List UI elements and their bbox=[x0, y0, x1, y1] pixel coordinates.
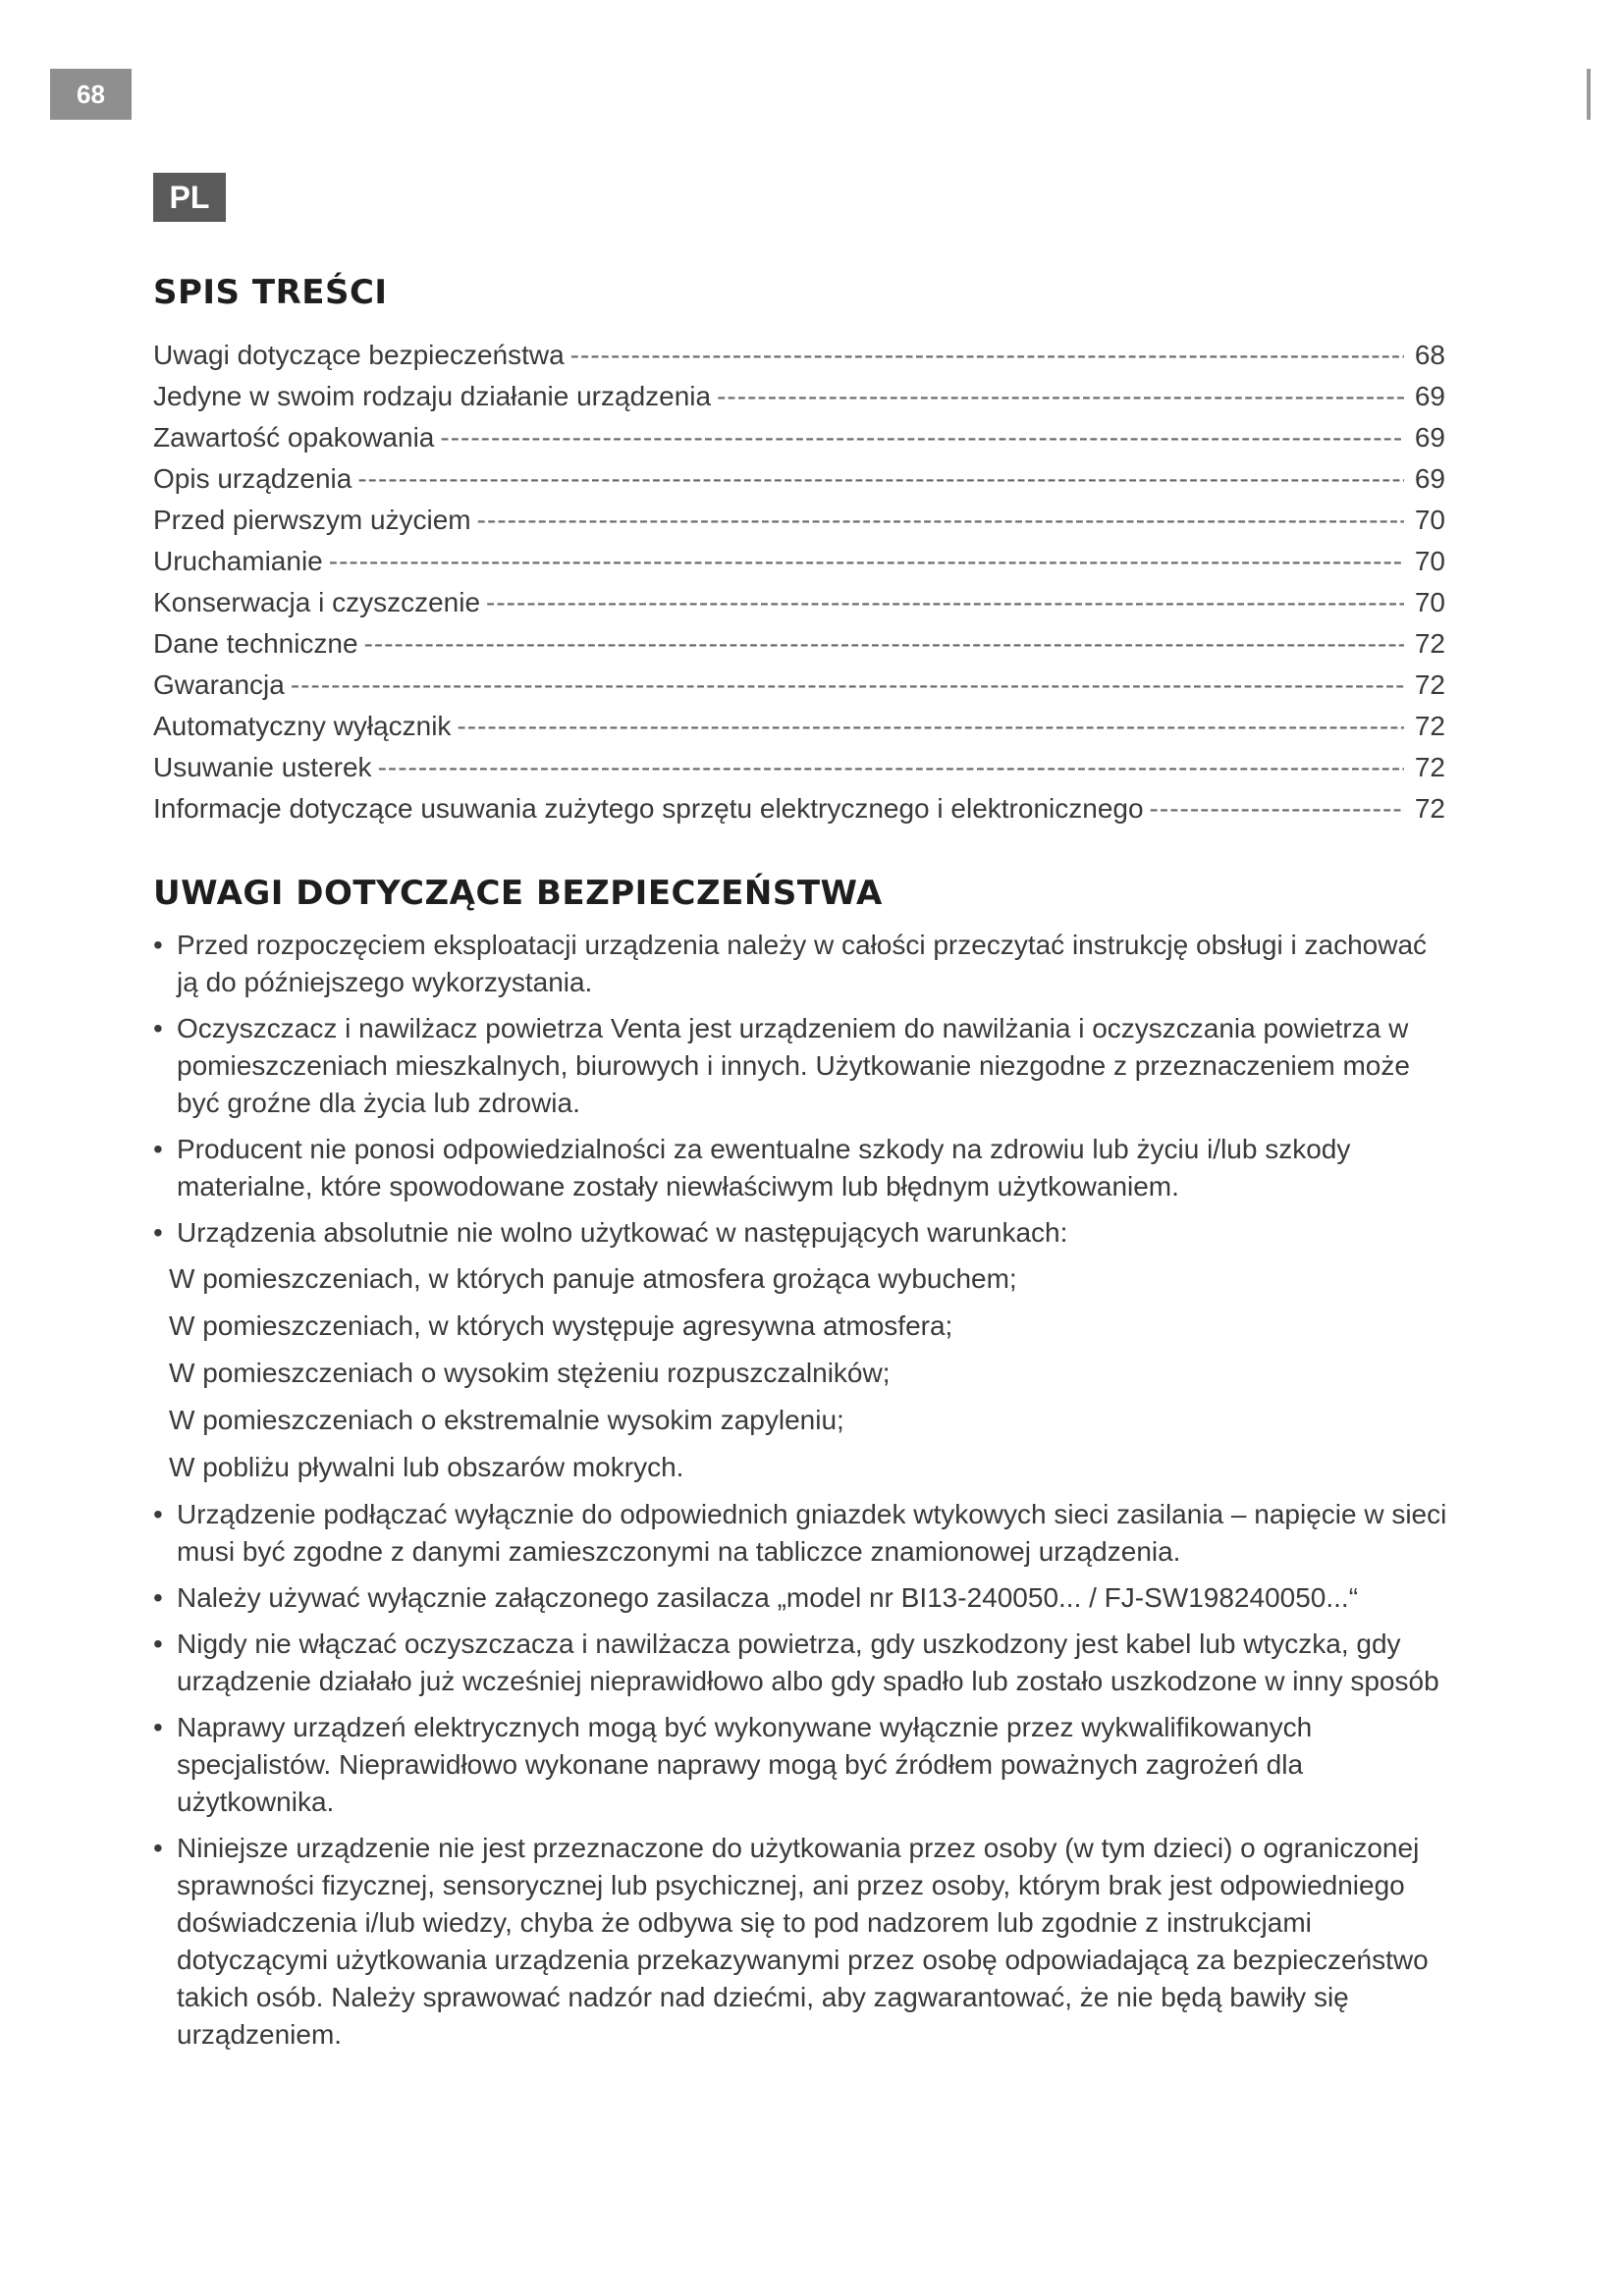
toc-entry[interactable] bbox=[153, 463, 1445, 505]
safety-bullet: • Producent nie ponosi odpowiedzialności za ewentualne szkody na zdrowiu lub życiu i/lub szkody materialne, które spowodowane zostały niewłaściwym lub błędnym użytkowaniem. bbox=[153, 1131, 1449, 1205]
safety-bullet: • Urządzenia absolutnie nie wolno użytkować w następujących warunkach: bbox=[153, 1214, 1449, 1252]
toc-entry-page: 72 bbox=[1414, 711, 1445, 741]
safety-bullet: • Przed rozpoczęciem eksploatacji urządzenia należy w całości przeczytać instrukcję obsługi i zachować ją do późniejszego wykorzystania. bbox=[153, 927, 1449, 1001]
toc-entry-label: Dane techniczne bbox=[153, 628, 358, 659]
toc-leader bbox=[457, 711, 1404, 742]
safety-notes bbox=[153, 927, 1449, 2062]
toc-leader bbox=[440, 422, 1404, 454]
toc-leader bbox=[378, 752, 1404, 783]
toc-leader bbox=[329, 546, 1404, 577]
usage-condition: W pomieszczeniach o wysokim stężeniu rozpuszczalników; bbox=[169, 1358, 891, 1388]
toc-leader bbox=[364, 628, 1404, 660]
toc-entry-page: 69 bbox=[1414, 381, 1445, 411]
toc-entry-page: 70 bbox=[1414, 505, 1445, 535]
toc-entry-page: 70 bbox=[1414, 546, 1445, 576]
toc-entry-label: Uruchamianie bbox=[153, 546, 323, 576]
toc-entry-label: Gwarancja bbox=[153, 669, 285, 700]
language-badge: PL bbox=[153, 173, 226, 222]
toc-entry[interactable] bbox=[153, 381, 1445, 422]
toc-entry[interactable] bbox=[153, 628, 1445, 669]
toc-leader bbox=[717, 381, 1404, 412]
toc-entry[interactable] bbox=[153, 752, 1445, 793]
toc-leader bbox=[1150, 793, 1404, 825]
usage-condition: W pomieszczeniach, w których występuje agresywna atmosfera; bbox=[169, 1310, 953, 1341]
usage-condition: W pomieszczeniach, w których panuje atmosfera grożąca wybuchem; bbox=[169, 1263, 1017, 1294]
toc-title: SPIS TREŚCI bbox=[153, 273, 388, 312]
usage-condition: W pobliżu pływalni lub obszarów mokrych. bbox=[169, 1452, 684, 1482]
toc-entry[interactable] bbox=[153, 340, 1445, 381]
usage-condition: W pomieszczeniach o ekstremalnie wysokim zapyleniu; bbox=[169, 1405, 844, 1435]
toc-entry-label: Usuwanie usterek bbox=[153, 752, 372, 782]
safety-bullet: • Oczyszczacz i nawilżacz powietrza Venta jest urządzeniem do nawilżania i oczyszczania powietrza w pomieszczeniach mieszkalnych, biurowych i innych. Użytkowanie niezgodne z przeznaczeniem może być groźne dla życia lub zdrowia. bbox=[153, 1010, 1449, 1122]
toc-entry-page: 72 bbox=[1414, 669, 1445, 700]
toc-entry-page: 68 bbox=[1414, 340, 1445, 370]
toc-leader bbox=[477, 505, 1404, 536]
toc-entry[interactable] bbox=[153, 793, 1445, 834]
toc-entry-label: Przed pierwszym użyciem bbox=[153, 505, 471, 535]
toc-entry-label: Automatyczny wyłącznik bbox=[153, 711, 452, 741]
toc-entry[interactable] bbox=[153, 711, 1445, 752]
toc-entry-label: Jedyne w swoim rodzaju działanie urządzenia bbox=[153, 381, 712, 411]
safety-section-title: UWAGI DOTYCZĄCE BEZPIECZEŃSTWA bbox=[153, 874, 883, 913]
safety-bullet: • Urządzenie podłączać wyłącznie do odpowiednich gniazdek wtykowych sieci zasilania – napięcie w sieci musi być zgodne z danymi zamieszczonymi na tabliczce znamionowej urządzenia. bbox=[153, 1496, 1449, 1571]
toc-entry[interactable] bbox=[153, 422, 1445, 463]
toc-entry-label: Informacje dotyczące usuwania zużytego sprzętu elektrycznego i elektronicznego bbox=[153, 793, 1144, 824]
page-edge-marker bbox=[1587, 69, 1591, 120]
toc-entry-page: 72 bbox=[1414, 752, 1445, 782]
safety-bullet: • Niniejsze urządzenie nie jest przeznaczone do użytkowania przez osoby (w tym dzieci) o ograniczonej sprawności fizycznej, sensorycznej lub psychicznej, ani przez osoby, którym brak jest odpowiedniego doświadczenia i/lub wiedzy, chyba że odbywa się to pod nadzorem lub zgodnie z instrukcjami dotyczącymi użytkowania urządzenia przekazywanymi przez osobę odpowiadającą za bezpieczeństwo takich osób. Należy sprawować nadzór nad dziećmi, aby zagwarantować, że nie będą bawiły się urządzeniem. bbox=[153, 1830, 1449, 2054]
toc-entry[interactable] bbox=[153, 505, 1445, 546]
toc-entry[interactable] bbox=[153, 587, 1445, 628]
toc-entry-page: 70 bbox=[1414, 587, 1445, 617]
toc-leader bbox=[486, 587, 1404, 618]
toc-entry-page: 72 bbox=[1414, 793, 1445, 824]
toc-entry-page: 69 bbox=[1414, 422, 1445, 453]
safety-bullet: • Naprawy urządzeń elektrycznych mogą być wykonywane wyłącznie przez wykwalifikowanych specjalistów. Nieprawidłowo wykonane naprawy mogą być źródłem poważnych zagrożeń dla użytkownika. bbox=[153, 1709, 1449, 1821]
toc-entry-label: Opis urządzenia bbox=[153, 463, 352, 494]
toc-entry-page: 69 bbox=[1414, 463, 1445, 494]
toc-entry-label: Zawartość opakowania bbox=[153, 422, 435, 453]
table-of-contents bbox=[153, 340, 1445, 834]
safety-bullet: • Nigdy nie włączać oczyszczacza i nawilżacza powietrza, gdy uszkodzony jest kabel lub wtyczka, gdy urządzenie działało już wcześniej nieprawidłowo albo gdy spadło lub zostało uszkodzone w inny sposób bbox=[153, 1626, 1449, 1700]
page-number: 68 bbox=[50, 69, 132, 120]
toc-entry-label: Konserwacja i czyszczenie bbox=[153, 587, 481, 617]
toc-leader bbox=[570, 340, 1404, 371]
toc-entry[interactable] bbox=[153, 669, 1445, 711]
toc-leader bbox=[291, 669, 1404, 701]
toc-leader bbox=[357, 463, 1404, 495]
toc-entry-label: Uwagi dotyczące bezpieczeństwa bbox=[153, 340, 565, 370]
safety-bullet: • Należy używać wyłącznie załączonego zasilacza „model nr BI13-240050... / FJ-SW198240050...“ bbox=[153, 1579, 1449, 1617]
toc-entry[interactable] bbox=[153, 546, 1445, 587]
toc-entry-page: 72 bbox=[1414, 628, 1445, 659]
